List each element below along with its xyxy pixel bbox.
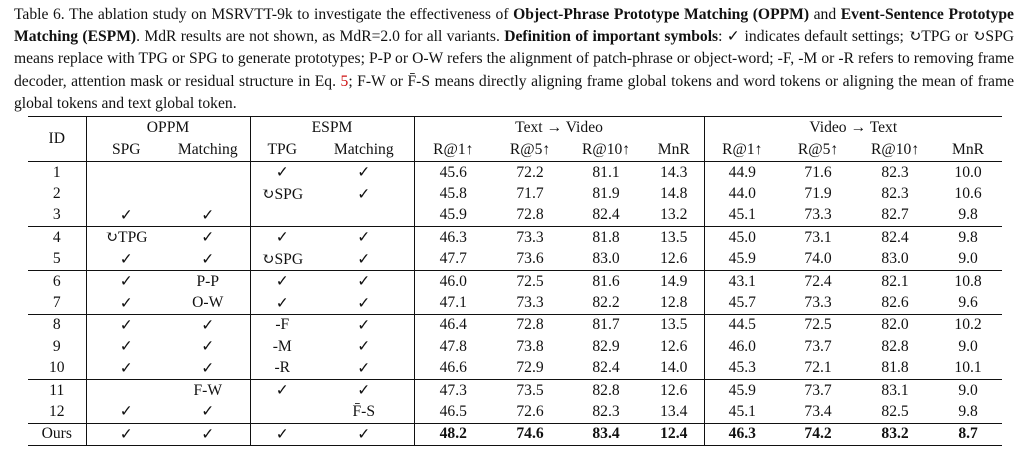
caption-text: : ✓ indicates default settings; ↻TPG or ↻SPG means replace with TPG or SPG to generate prototypes; P-P or O-W refers the alignment of patch-phrase or object-word; -F, -M or -R refers to removing frame decoder, attention mask or residual structure in Eq.: [14, 28, 1015, 90]
table-cell: 12.6: [644, 379, 704, 401]
table-row: [28, 249, 1002, 271]
table-cell: 82.4: [592, 206, 620, 224]
table-cell: 46.4: [414, 314, 492, 336]
table-cell: 9.0: [958, 337, 978, 355]
table-cell: ✓: [314, 379, 414, 401]
table-cell: 44.5: [704, 314, 780, 336]
table-row: [28, 183, 1002, 204]
table-cell: 13.5: [644, 314, 704, 336]
table-cell: 4: [28, 227, 86, 249]
table-cell: 82.3: [881, 163, 909, 181]
table-cell: -R: [250, 358, 314, 380]
table-cell: 9.8: [958, 402, 978, 420]
table-cell: 74.0: [804, 250, 832, 268]
table-cell: ✓: [314, 227, 414, 249]
equation-reference-link[interactable]: 5: [340, 72, 349, 90]
table-cell: 14.3: [660, 163, 688, 181]
table-cell: 45.9: [704, 249, 780, 271]
table-cell: 47.1: [414, 292, 492, 314]
table-cell: ↻SPG: [250, 183, 314, 204]
table-cell: -F: [250, 314, 314, 336]
table-cell: 12.6: [660, 250, 688, 268]
table-cell: ↻SPG: [250, 249, 314, 271]
table-cell: 10.6: [954, 185, 982, 203]
table-cell: [166, 162, 250, 184]
table-cell: 82.6: [881, 294, 909, 312]
table-cell: 9.0: [958, 250, 978, 268]
table-cell: 73.3: [516, 294, 544, 312]
table-row: [28, 205, 1002, 227]
table-cell: ✓: [86, 270, 166, 292]
table-cell: 82.0: [856, 314, 934, 336]
subheader: R@5↑: [780, 139, 856, 162]
subheader: R@5↑: [492, 139, 568, 162]
table-cell: 82.9: [592, 337, 620, 355]
table-cell: 82.5: [881, 402, 909, 420]
table-cell: 10.8: [934, 270, 1002, 292]
table-cell: ✓: [86, 423, 166, 445]
table-cell: 8.7: [934, 423, 1002, 445]
table-cell: 6: [28, 270, 86, 292]
table-cell: 83.2: [856, 423, 934, 445]
table-cell: ✓: [86, 205, 166, 227]
header-text-to-video: Text → Video: [414, 117, 704, 140]
table-cell: 14.0: [660, 359, 688, 377]
table-cell: ✓: [201, 403, 215, 421]
table-cell: 10: [48, 359, 65, 377]
table-cell: ✓: [250, 227, 314, 249]
table-cell: ✓: [250, 379, 314, 401]
table-cell: ✓: [201, 250, 215, 268]
table-cell: 83.0: [592, 250, 620, 268]
table-cell: 46.0: [414, 270, 492, 292]
table-cell: 81.9: [592, 185, 620, 203]
caption-bold-oppm: Object-Phrase Prototype Matching (OPPM): [513, 6, 810, 23]
table-cell: 82.4: [592, 359, 620, 377]
table-cell: 73.6: [516, 250, 544, 268]
table-cell: 45.0: [704, 227, 780, 249]
table-cell: 82.1: [856, 270, 934, 292]
table-cell: 73.3: [804, 206, 832, 224]
table-cell: 47.7: [414, 249, 492, 271]
table-cell: 46.3: [414, 227, 492, 249]
table-cell: 82.4: [856, 227, 934, 249]
table-cell: ✓: [357, 185, 371, 203]
table-cell: 46.3: [704, 423, 780, 445]
table-cell: 45.9: [704, 379, 780, 401]
table-cell: 73.7: [780, 379, 856, 401]
table-cell: 72.4: [780, 270, 856, 292]
table-cell: ✓: [314, 423, 414, 445]
table-cell: ✓: [201, 206, 215, 224]
table-cell: ✓: [357, 359, 371, 377]
caption-label: Table 6.: [14, 6, 65, 23]
table-cell: 48.2: [414, 423, 492, 445]
table-caption: [14, 4, 1014, 115]
subheader: Matching: [314, 139, 414, 162]
table-cell: 7: [52, 294, 61, 312]
table-cell: 72.5: [492, 270, 568, 292]
header-row-1: [28, 117, 1002, 140]
table-row: [28, 379, 1002, 401]
table-cell: 10.0: [954, 163, 982, 181]
header-oppm: OPPM: [86, 117, 250, 140]
table-cell: 73.3: [804, 294, 832, 312]
table-cell: 9.6: [958, 294, 978, 312]
table-cell: 72.2: [516, 163, 544, 181]
table-cell: 45.8: [414, 183, 492, 204]
header-row-2: [28, 139, 1002, 162]
table-cell: 83.0: [881, 250, 909, 268]
table-cell: P-P: [166, 270, 250, 292]
table-cell: 82.3: [592, 402, 620, 420]
table-cell: 9.0: [934, 379, 1002, 401]
subheader: R@1↑: [414, 139, 492, 162]
table-cell: ✓: [250, 292, 314, 314]
table-cell: 74.6: [492, 423, 568, 445]
table-cell: [166, 183, 250, 204]
table-cell: 71.9: [804, 185, 832, 203]
table-cell: 82.3: [881, 185, 909, 203]
table-body: [28, 162, 1002, 446]
table-cell: ✓: [86, 314, 166, 336]
table-cell: 10.2: [934, 314, 1002, 336]
table-cell: ✓: [250, 423, 314, 445]
table-cell: 45.9: [414, 205, 492, 227]
table-cell: ✓: [201, 338, 215, 356]
table-row: [28, 336, 1002, 357]
table-cell: -M: [250, 336, 314, 357]
table-cell: [86, 162, 166, 184]
table-cell: ✓: [166, 423, 250, 445]
table-cell: 72.8: [492, 314, 568, 336]
table-cell: 72.9: [516, 359, 544, 377]
table-cell: 73.5: [492, 379, 568, 401]
caption-bold-espm: Event-Sentence Prototype Matching (ESPM): [14, 6, 1014, 46]
caption-text: and: [809, 6, 841, 23]
caption-text: The ablation study on MSRVTT-9k to investigate the effectiveness of: [64, 6, 514, 23]
table-cell: 47.3: [414, 379, 492, 401]
table-cell: [250, 205, 314, 227]
table-cell: 83.1: [856, 379, 934, 401]
table-cell: 43.1: [704, 270, 780, 292]
table-row: [28, 162, 1002, 184]
table-cell: 3: [52, 206, 61, 224]
ablation-table: [28, 116, 1002, 446]
table-cell: [86, 379, 166, 401]
table-row: [28, 270, 1002, 292]
table-cell: 11: [28, 379, 86, 401]
table-cell: Ours: [28, 423, 86, 445]
subheader: R@1↑: [704, 139, 780, 162]
table-cell: 9: [52, 337, 61, 355]
table-cell: 73.3: [492, 227, 568, 249]
table-cell: 44.0: [704, 183, 780, 204]
table-cell: 2: [52, 185, 61, 203]
table-cell: 81.8: [568, 227, 644, 249]
table-cell: 81.6: [568, 270, 644, 292]
table-cell: ✓: [86, 358, 166, 380]
table-cell: 82.2: [592, 294, 620, 312]
table-cell: 83.4: [568, 423, 644, 445]
table-cell: 74.2: [780, 423, 856, 445]
table-cell: 71.7: [516, 185, 544, 203]
table-cell: [250, 401, 314, 423]
table-cell: 12.8: [660, 294, 688, 312]
table-cell: 82.8: [568, 379, 644, 401]
table-cell: 46.5: [414, 401, 492, 423]
table-cell: 45.1: [704, 401, 780, 423]
table-cell: [86, 183, 166, 204]
table-row: [28, 314, 1002, 336]
table-cell: ✓: [250, 270, 314, 292]
subheader: Matching: [166, 139, 250, 162]
subheader: MnR: [934, 139, 1002, 162]
table-cell: 72.1: [804, 359, 832, 377]
table-cell: ✓: [166, 227, 250, 249]
table-cell: [314, 205, 414, 227]
caption-text: . MdR results are not shown, as MdR=2.0 for all variants.: [136, 28, 505, 46]
table-cell: ✓: [166, 314, 250, 336]
table-cell: 45.7: [704, 292, 780, 314]
table-cell: 13.4: [660, 402, 688, 420]
table-cell: 73.7: [804, 337, 832, 355]
header-video-to-text: Video → Text: [704, 117, 1002, 140]
table-cell: 72.6: [516, 402, 544, 420]
table-cell: ✓: [357, 338, 371, 356]
subheader: MnR: [644, 139, 704, 162]
subheader: SPG: [86, 139, 166, 162]
table-cell: 81.8: [881, 359, 909, 377]
table-cell: 47.8: [414, 336, 492, 357]
table-cell: 82.7: [881, 206, 909, 224]
table-cell: 13.2: [660, 206, 688, 224]
subheader: TPG: [250, 139, 314, 162]
table-cell: 46.0: [704, 336, 780, 357]
table-cell: ✓: [86, 401, 166, 423]
table-cell: ✓: [314, 270, 414, 292]
table-cell: 14.9: [644, 270, 704, 292]
table-row-ours: [28, 423, 1002, 445]
table-cell: 45.3: [704, 358, 780, 380]
subheader: R@10↑: [568, 139, 644, 162]
table-cell: ✓: [250, 162, 314, 184]
table-cell: 1: [52, 163, 61, 181]
table-cell: 73.8: [516, 337, 544, 355]
table-cell: O-W: [192, 294, 224, 312]
table-cell: 8: [28, 314, 86, 336]
table-cell: ✓: [314, 314, 414, 336]
caption-text: ; F-W or F̄-S means directly aligning frame global tokens and word tokens or aligning the mean of frame global tokens and text global token.: [14, 72, 1015, 112]
table-cell: ✓: [357, 250, 371, 268]
table-cell: ✓: [86, 336, 166, 357]
table-row: [28, 292, 1002, 314]
table-cell: 71.6: [804, 163, 832, 181]
table-cell: 9.8: [958, 206, 978, 224]
table-cell: 12: [48, 402, 65, 420]
table-cell: 10.1: [954, 359, 982, 377]
table-cell: ✓: [86, 249, 166, 271]
table-cell: 12.4: [644, 423, 704, 445]
table-cell: 81.1: [592, 163, 620, 181]
table-cell: 81.7: [568, 314, 644, 336]
subheader: R@10↑: [856, 139, 934, 162]
table-cell: 44.9: [704, 162, 780, 184]
table-cell: 13.5: [644, 227, 704, 249]
table-row: [28, 227, 1002, 249]
table-row: [28, 358, 1002, 380]
table-cell: 72.8: [516, 206, 544, 224]
table-cell: 73.1: [780, 227, 856, 249]
caption-bold-symbols: Definition of important symbols: [504, 28, 719, 46]
table-cell: ✓: [357, 294, 371, 312]
table-row: [28, 401, 1002, 423]
table-cell: F̄-S: [352, 402, 376, 420]
table-cell: 14.8: [660, 185, 688, 203]
table-cell: 45.6: [414, 162, 492, 184]
header-espm: ESPM: [250, 117, 414, 140]
table-cell: 46.6: [414, 358, 492, 380]
table-cell: ✓: [201, 359, 215, 377]
table-cell: 73.4: [804, 402, 832, 420]
table-cell: 9.8: [934, 227, 1002, 249]
table-cell: 45.1: [704, 205, 780, 227]
table-cell: ✓: [357, 164, 371, 182]
table-cell: F-W: [166, 379, 250, 401]
table-cell: 82.8: [881, 337, 909, 355]
header-id: ID: [28, 117, 86, 162]
table-cell: ✓: [86, 292, 166, 314]
table-cell: 12.6: [660, 337, 688, 355]
table-cell: ↻TPG: [86, 227, 166, 249]
table-cell: 72.5: [780, 314, 856, 336]
table-cell: 5: [52, 250, 61, 268]
